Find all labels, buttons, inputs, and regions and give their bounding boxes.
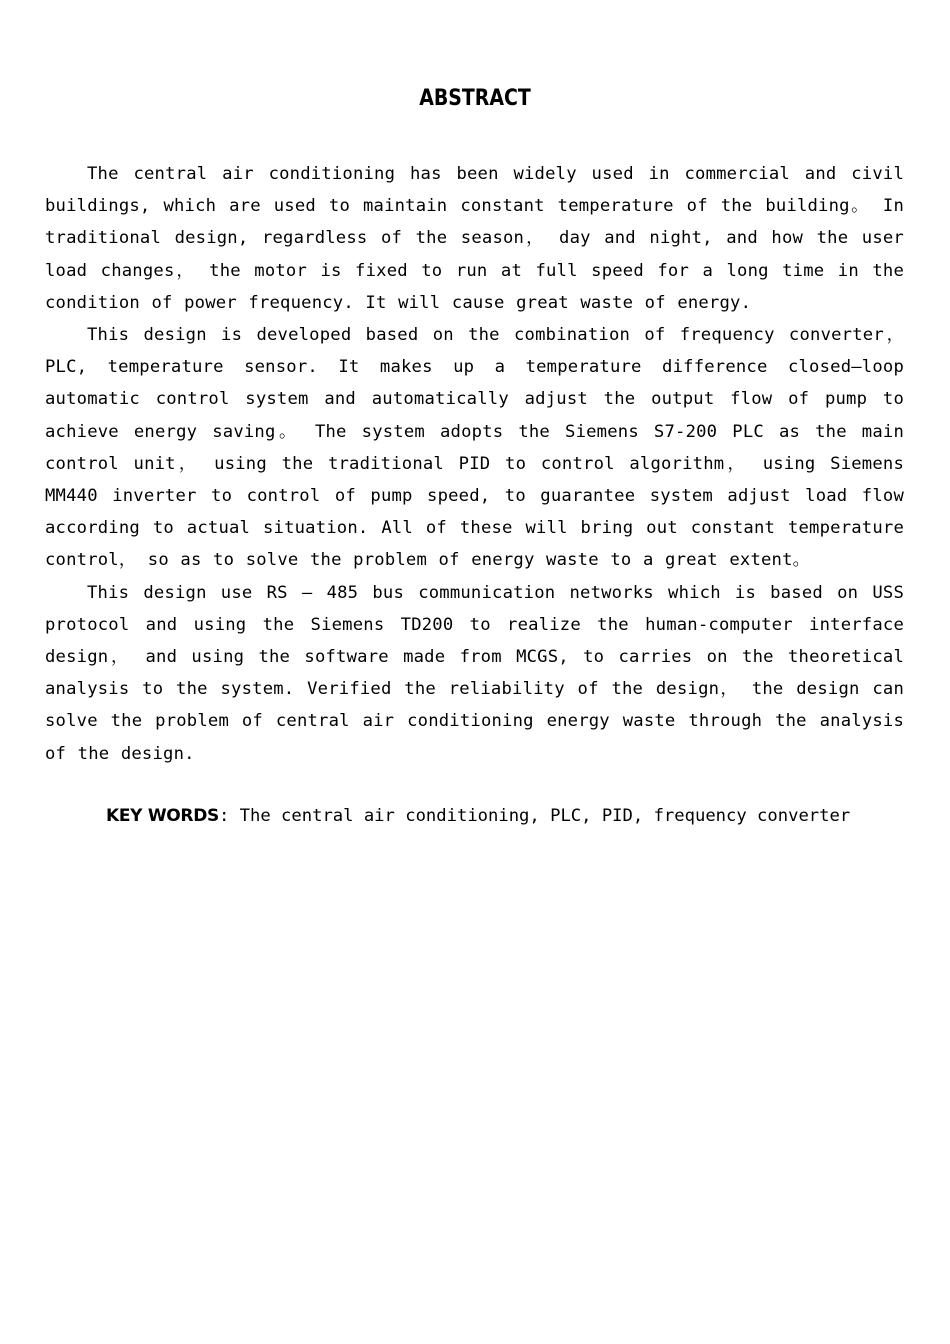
keywords-line (106, 800, 906, 832)
keywords-text: : The central air conditioning, PLC, PID, frequency converter (218, 806, 851, 826)
abstract-body (45, 158, 904, 770)
page-title: ABSTRACT (419, 86, 531, 111)
keywords-label: KEY WORDS (106, 806, 219, 826)
abstract-paragraph-1: The central air conditioning has been widely used in commercial and civil buildings, which are used to maintain constant temperature of the building。 In traditional design, regardless of the season， day and night, and how the user load changes， the motor is fixed to run at full speed for a long time in the condition of power frequency. It will cause great waste of energy. (45, 164, 904, 313)
abstract-paragraph-2: This design is developed based on the combination of frequency converter， PLC, temperature sensor. It makes up a temperature difference closed—loop automatic control system and automatically adjust the output flow of pump to achieve energy saving。 The system adopts the Siemens S7-200 PLC as the main control unit， using the traditional PID to control algorithm， using Siemens MM440 inverter to control of pump speed, to guarantee system adjust load flow according to actual situation. All of these will bring out constant temperature control， so as to solve the problem of energy waste to a great extent。 (45, 325, 904, 571)
abstract-paragraph-3: This design use RS — 485 bus communication networks which is based on USS protocol and using the Siemens TD200 to realize the human-computer interface design， and using the software made from MCGS, to carries on the theoretical analysis to the system. Verified the reliability of the design， the design can solve the problem of central air conditioning energy waste through the analysis of the design. (45, 582, 904, 764)
